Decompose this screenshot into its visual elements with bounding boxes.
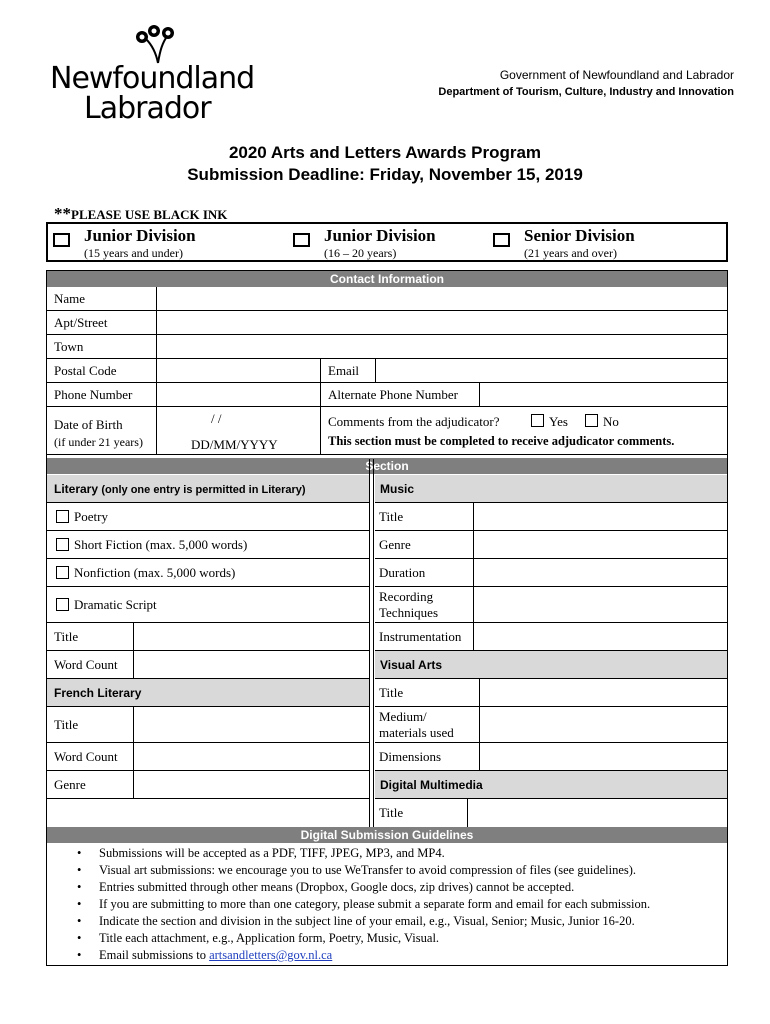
logo-line-2: Labrador (84, 91, 211, 126)
email-label: Email (328, 363, 360, 378)
guideline-item: • Entries submitted through other means (Dropbox, Google docs, zip drives) cannot be accepted. (47, 879, 727, 896)
input-divider (479, 383, 480, 407)
division-checkbox[interactable] (293, 233, 310, 247)
dob-comments-row (47, 407, 727, 455)
nl-logo (50, 25, 255, 126)
literary-title: Literary (54, 482, 99, 496)
input-divider (320, 383, 321, 407)
visual-dimensions-row (375, 743, 727, 771)
pitcher-plant-icon (128, 25, 188, 65)
name-label: Name (54, 291, 86, 306)
town-label: Town (54, 339, 84, 354)
black-ink-note (54, 204, 227, 224)
division-age: (21 years and over) (524, 246, 617, 260)
literary-option-poetry (47, 503, 369, 531)
comments-question: Comments from the adjudicator? (328, 414, 500, 429)
music-recording-label-1: Recording (379, 589, 434, 604)
comments-note: This section must be completed to receive adjudicator comments. (328, 434, 675, 448)
dob-slashes: / / (211, 411, 222, 426)
input-divider (467, 799, 468, 827)
division-age: (16 – 20 years) (324, 246, 397, 260)
submission-email-link[interactable]: artsandletters@gov.nl.ca (209, 948, 333, 962)
visual-medium-row (375, 707, 727, 743)
column-divider (369, 459, 374, 827)
input-divider (156, 359, 157, 383)
literary-option-short-fiction (47, 531, 369, 559)
visual-dimensions-label: Dimensions (379, 749, 442, 764)
input-divider (133, 623, 134, 679)
french-literary-header: French Literary (54, 686, 142, 700)
french-genre-label: Genre (54, 777, 86, 792)
comments-yes-checkbox[interactable] (531, 414, 544, 427)
guidelines-list (47, 845, 727, 964)
dob-note: (if under 21 years) (54, 435, 143, 449)
guideline-item: • Submissions will be accepted as a PDF, TIFF, JPEG, MP3, and MP4. (47, 845, 727, 862)
comments-no-label: No (603, 414, 619, 429)
input-divider (156, 383, 157, 407)
french-title-label: Title (54, 717, 79, 732)
visual-arts-header: Visual Arts (380, 658, 443, 672)
input-divider (156, 407, 157, 455)
apt-street-label: Apt/Street (54, 315, 108, 330)
dramatic-script-label: Dramatic Script (74, 597, 157, 612)
ink-text: PLEASE USE BLACK INK (71, 207, 228, 222)
phone-row (47, 383, 727, 407)
literary-option-nonfiction (47, 559, 369, 587)
division-senior[interactable] (488, 224, 728, 260)
row-divider (47, 679, 369, 707)
literary-word-count-row (47, 651, 369, 679)
literary-title-row (47, 623, 369, 651)
guideline-item-email (47, 947, 727, 964)
input-divider (375, 359, 376, 383)
visual-medium-label-1: Medium/ (379, 709, 427, 724)
row-divider (375, 651, 727, 679)
dob-label: Date of Birth (54, 417, 123, 432)
music-duration-label: Duration (379, 565, 426, 580)
visual-title-row (375, 679, 727, 707)
name-row (47, 287, 727, 311)
division-name: Junior Division (84, 226, 196, 245)
division-name: Junior Division (324, 226, 436, 245)
music-instrumentation-row (375, 623, 727, 651)
music-recording-label-2: Techniques (379, 605, 439, 620)
input-divider (473, 503, 474, 651)
email-prefix: Email submissions to (99, 948, 210, 962)
music-recording-row (375, 587, 727, 623)
division-checkbox[interactable] (53, 233, 70, 247)
literary-word-count-label: Word Count (54, 657, 118, 672)
submission-form (46, 270, 728, 966)
visual-title-label: Title (379, 685, 404, 700)
division-checkbox[interactable] (493, 233, 510, 247)
short-fiction-label: Short Fiction (max. 5,000 words) (74, 537, 248, 552)
apt-street-row (47, 311, 727, 335)
music-title-label: Title (379, 509, 404, 524)
music-title-row (375, 503, 727, 531)
row-divider (47, 475, 369, 503)
input-divider (320, 359, 321, 383)
ink-stars: ** (54, 204, 71, 223)
digital-title-row (375, 799, 727, 827)
department-name: Department of Tourism, Culture, Industry and Innovation (438, 86, 734, 98)
music-genre-row (375, 531, 727, 559)
submission-deadline: Submission Deadline: Friday, November 15, 2019 (187, 165, 583, 184)
guideline-item: • Visual art submissions: we encourage you to use WeTransfer to avoid compression of files (see guidelines). (47, 862, 727, 879)
logo-line-1: Newfoundland (50, 61, 255, 96)
input-divider (156, 287, 157, 359)
guideline-item: • Indicate the section and division in the subject line of your email, e.g., Visual, Senior; Music, Junior 16-20. (47, 913, 727, 930)
government-name: Government of Newfoundland and Labrador (499, 68, 734, 82)
digital-title-label: Title (379, 805, 404, 820)
music-duration-row (375, 559, 727, 587)
row-divider (375, 771, 727, 799)
contact-header: Contact Information (47, 271, 727, 287)
guidelines-header: Digital Submission Guidelines (47, 827, 727, 843)
nonfiction-label: Nonfiction (max. 5,000 words) (74, 565, 236, 580)
division-selector (46, 222, 728, 262)
music-instrumentation-label: Instrumentation (379, 629, 462, 644)
visual-medium-label-2: materials used (379, 725, 454, 740)
division-name: Senior Division (524, 226, 635, 245)
french-word-count-row (47, 743, 369, 771)
nonfiction-checkbox[interactable] (56, 566, 69, 579)
literary-option-dramatic (47, 587, 369, 623)
postal-email-row (47, 359, 727, 383)
literary-title-label: Title (54, 629, 79, 644)
music-genre-label: Genre (379, 537, 411, 552)
row-divider (375, 475, 727, 503)
french-word-count-label: Word Count (54, 749, 118, 764)
digital-multimedia-header: Digital Multimedia (380, 778, 483, 792)
guideline-item: • If you are submitting to more than one category, please submit a separate form and email for each submission. (47, 896, 727, 913)
comments-yes-label: Yes (549, 414, 568, 429)
guideline-item: • Title each attachment, e.g., Application form, Poetry, Music, Visual. (47, 930, 727, 947)
french-title-row (47, 707, 369, 743)
town-row (47, 335, 727, 359)
music-header: Music (380, 482, 415, 496)
input-divider (133, 707, 134, 799)
form-title: 2020 Arts and Letters Awards Program (228, 143, 542, 162)
division-junior-16-20[interactable] (288, 224, 488, 260)
dob-format: DD/MM/YYYY (191, 437, 278, 452)
phone-label: Phone Number (54, 387, 133, 402)
dramatic-script-checkbox[interactable] (56, 598, 69, 611)
poetry-label: Poetry (74, 509, 108, 524)
literary-note: (only one entry is permitted in Literary) (101, 484, 306, 496)
alt-phone-label: Alternate Phone Number (328, 387, 458, 402)
comments-no-checkbox[interactable] (585, 414, 598, 427)
postal-code-label: Postal Code (54, 363, 117, 378)
short-fiction-checkbox[interactable] (56, 538, 69, 551)
input-divider (320, 407, 321, 455)
division-junior-15[interactable] (48, 224, 288, 260)
input-divider (479, 679, 480, 771)
division-age: (15 years and under) (84, 246, 183, 260)
french-genre-row (47, 771, 369, 799)
poetry-checkbox[interactable] (56, 510, 69, 523)
section-header: Section (47, 458, 727, 474)
